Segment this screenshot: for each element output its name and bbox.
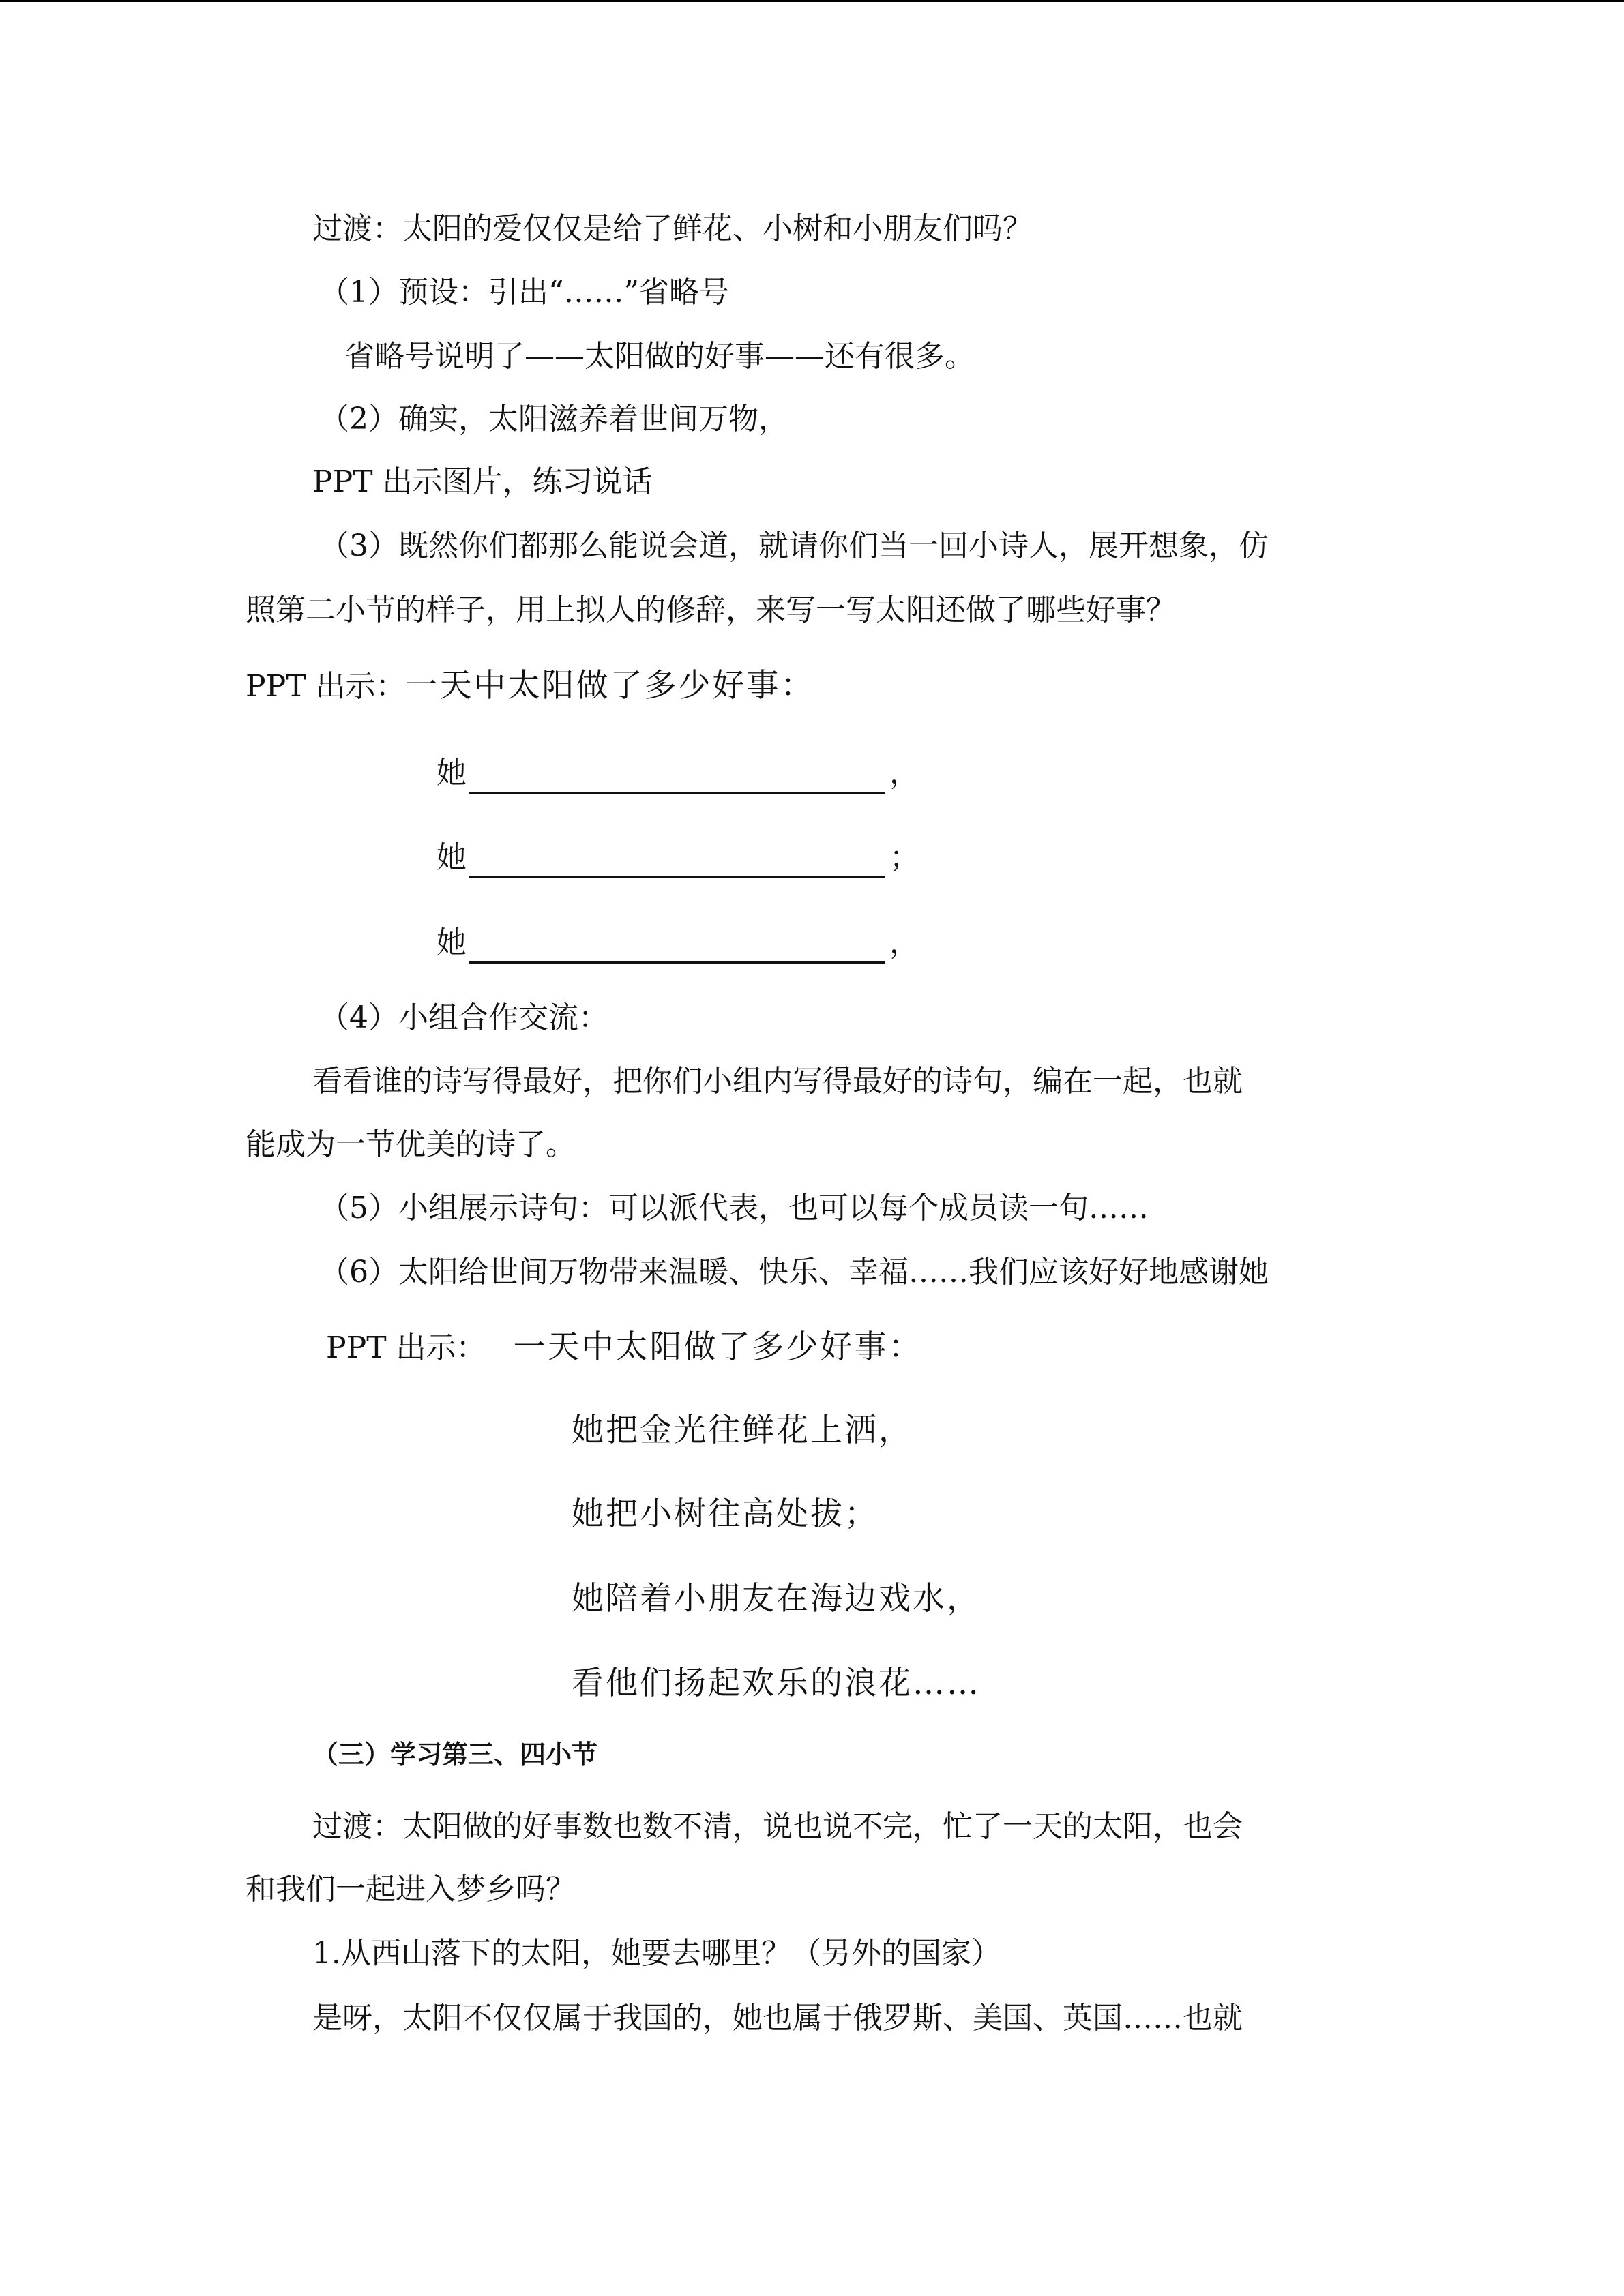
section-heading: （三）学习第三、四小节: [312, 1740, 598, 1770]
poem-line: 她把金光往鲜花上洒，: [572, 1412, 913, 1449]
paragraph-answer: 是呀，太阳不仅仅属于我国的，她也属于俄罗斯、美国、英国……也就: [312, 2001, 1243, 2036]
ppt-prefix: PPT 出示：: [326, 1330, 486, 1365]
fill-in-blank[interactable]: [469, 846, 885, 878]
fill-in-blank[interactable]: [469, 762, 885, 794]
ppt-title: 一天中太阳做了多少好事：: [405, 667, 815, 704]
paragraph-ellipsis-note: 省略号说明了——太阳做的好事——还有很多。: [344, 339, 975, 374]
fill-in-line: [437, 837, 919, 878]
fill-in-end: ，: [889, 756, 919, 790]
paragraph-step-4: （4）小组合作交流：: [319, 1000, 608, 1035]
fill-in-end: ；: [889, 840, 919, 875]
paragraph-group-poem-continued: 能成为一节优美的诗了。: [246, 1127, 576, 1162]
ppt-exercise-prompt: [246, 666, 815, 707]
fill-in-lead: 她: [437, 925, 467, 960]
paragraph-transition-2-continued: 和我们一起进入梦乡吗？: [246, 1872, 576, 1907]
fill-in-end: ，: [889, 925, 919, 960]
paragraph-group-poem: 看看谁的诗写得最好，把你们小组内写得最好的诗句，编在一起，也就: [312, 1064, 1243, 1099]
paragraph-step-5: （5）小组展示诗句：可以派代表，也可以每个成员读一句……: [319, 1191, 1149, 1225]
fill-in-blank[interactable]: [469, 931, 885, 964]
paragraph-step-2: （2）确实，太阳滋养着世间万物，: [319, 402, 788, 436]
paragraph-ppt-pictures: PPT 出示图片，练习说话: [312, 464, 653, 499]
fill-in-line: [437, 753, 919, 794]
ppt-title: 一天中太阳做了多少好事：: [513, 1328, 923, 1366]
paragraph-step-6: （6）太阳给世间万物带来温暖、快乐、幸福……我们应该好好地感谢她: [319, 1255, 1269, 1289]
paragraph-question-1: 1.从西山落下的太阳，她要去哪里？（另外的国家）: [312, 1936, 1001, 1971]
poem-line: 她陪着小朋友在海边戏水，: [572, 1580, 981, 1617]
page-top-border: [0, 0, 1624, 2]
paragraph-step-1: （1）预设：引出“……”省略号: [319, 275, 729, 310]
fill-in-line: [437, 923, 919, 964]
fill-in-lead: 她: [437, 756, 467, 790]
paragraph-transition-1: 过渡：太阳的爱仅仅是给了鲜花、小树和小朋友们吗？: [312, 211, 1033, 246]
paragraph-transition-2: 过渡：太阳做的好事数也数不清，说也说不完，忙了一天的太阳，也会: [312, 1809, 1243, 1844]
ppt-poem-prompt: [326, 1327, 923, 1369]
ppt-prefix: PPT 出示：: [246, 669, 406, 704]
poem-line: 她把小树往高处拔；: [572, 1495, 879, 1533]
poem-line: 看他们扬起欢乐的浪花……: [572, 1665, 981, 1702]
paragraph-step-3: （3）既然你们都那么能说会道，就请你们当一回小诗人，展开想象，仿: [319, 528, 1269, 563]
fill-in-lead: 她: [437, 840, 467, 875]
paragraph-step-3-continued: 照第二小节的样子，用上拟人的修辞，来写一写太阳还做了哪些好事？: [246, 593, 1176, 627]
